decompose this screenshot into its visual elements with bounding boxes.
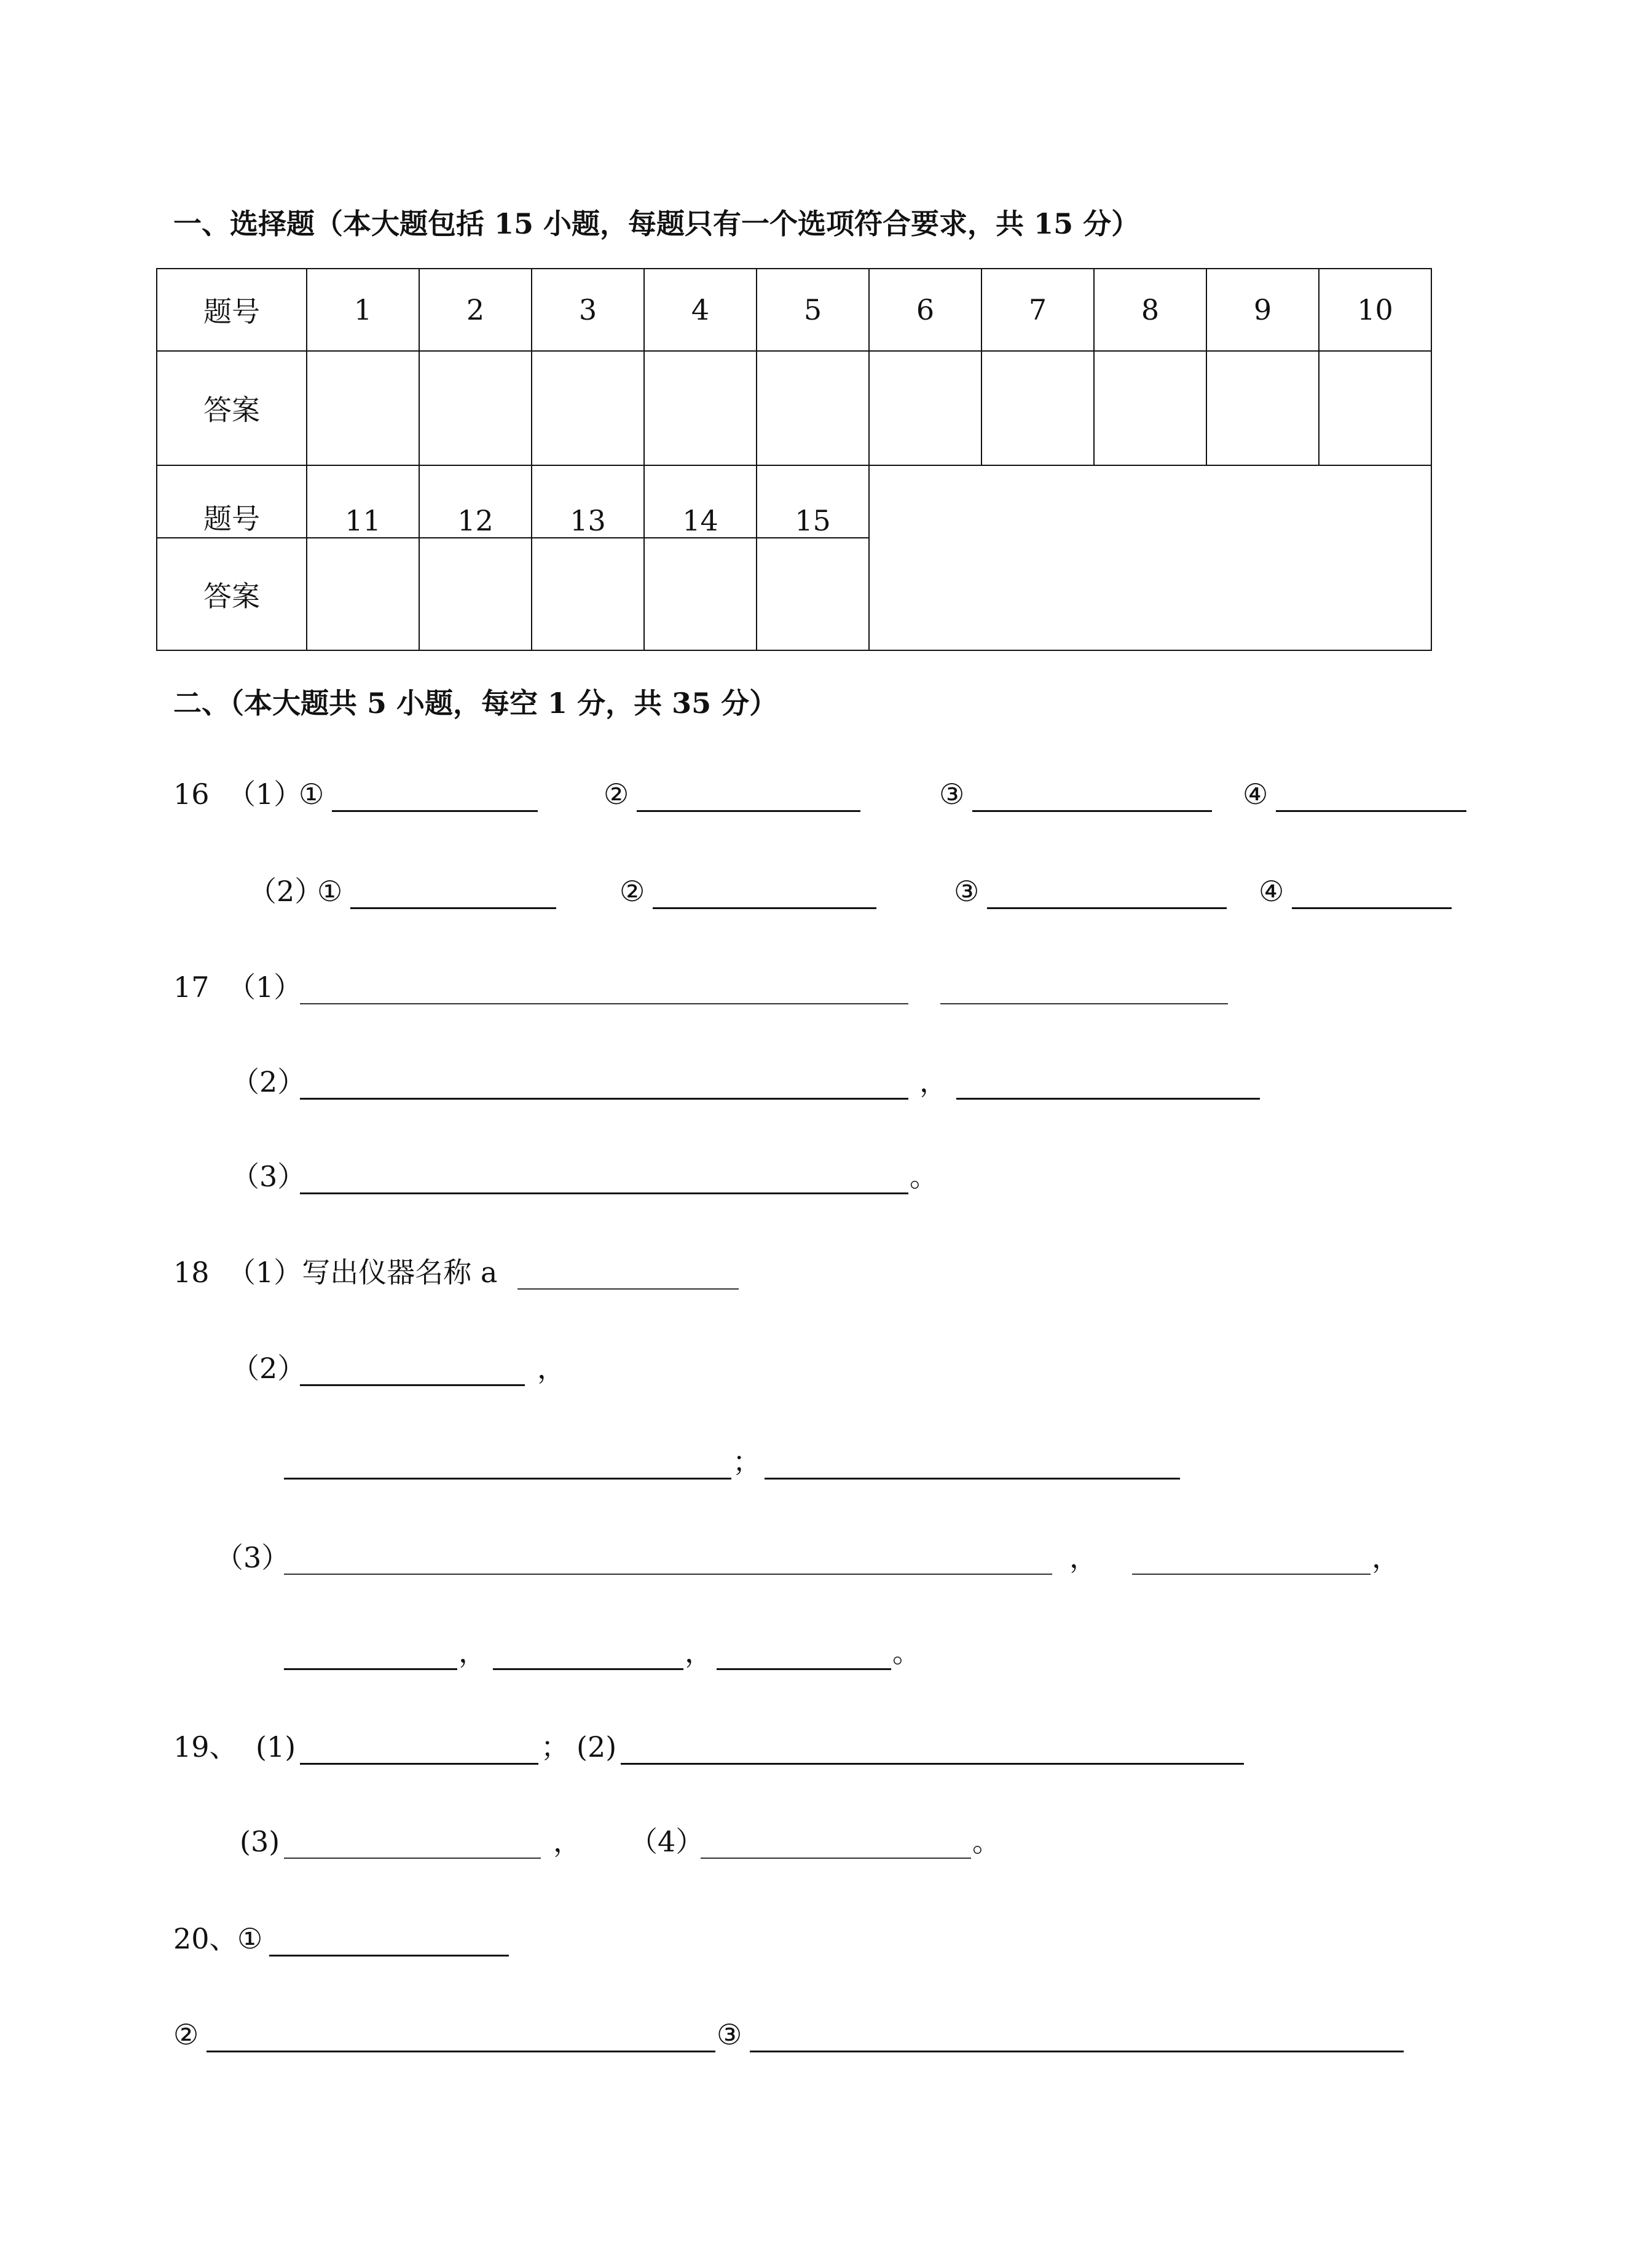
q17-3-blank[interactable] <box>300 1164 908 1194</box>
answer-row-1 <box>157 351 1431 465</box>
answer-cell[interactable] <box>869 351 981 465</box>
q16-2-circle-3: ③ <box>954 875 980 908</box>
q16-2-circle-1: ① <box>317 875 343 908</box>
q19-part4-label: （4） <box>629 1825 704 1858</box>
q16-1-circle-3: ③ <box>939 778 965 811</box>
q18-number: 18 <box>173 1256 210 1289</box>
q16-1-circle-1: ① <box>299 778 324 811</box>
q16-part2-label: （2） <box>248 875 323 908</box>
question-number-cell: 12 <box>419 465 532 538</box>
q19-comma: ， <box>553 1825 581 1858</box>
section-2-title: 二、（本大题共 5 小题，每空 1 分，共 35 分） <box>173 687 778 720</box>
q18-part2-label: （2） <box>231 1352 306 1385</box>
question-number-cell: 4 <box>644 269 757 351</box>
answer-cell[interactable] <box>644 538 757 650</box>
q20-number: 20、 <box>173 1922 238 1955</box>
q16-2-circle-4: ④ <box>1259 875 1284 908</box>
answer-cell[interactable] <box>307 351 419 465</box>
q18-3-comma-2: ， <box>1372 1541 1400 1574</box>
question-number-cell: 11 <box>307 465 419 538</box>
q19-part2-label: (2) <box>576 1730 617 1763</box>
answer-cell[interactable] <box>1206 351 1319 465</box>
question-number-cell: 10 <box>1319 269 1431 351</box>
q20-circle-3: ③ <box>717 2018 742 2051</box>
question-number-cell: 8 <box>1094 269 1206 351</box>
q20-circle-1: ① <box>237 1922 263 1955</box>
q19-part3-label: (3) <box>240 1825 280 1858</box>
q17-1-blank-2[interactable] <box>940 975 1228 1004</box>
q16-1-circle-2: ② <box>604 778 629 811</box>
q18-2-blank-2[interactable] <box>284 1449 731 1480</box>
q18-3-comma-1: ， <box>1069 1541 1098 1574</box>
q18-2-semicolon: ； <box>733 1445 761 1478</box>
q17-2-comma: ， <box>919 1065 948 1098</box>
q16-part1-label: （1） <box>227 778 302 811</box>
answer-cell[interactable] <box>757 351 869 465</box>
q18-1-blank[interactable] <box>517 1260 739 1290</box>
q17-3-period: 。 <box>910 1160 938 1193</box>
q18-3-comma-4: ， <box>685 1636 713 1669</box>
q18-2-blank-1[interactable] <box>300 1356 525 1386</box>
question-number-cell: 2 <box>419 269 532 351</box>
q16-2-circle-2: ② <box>620 875 645 908</box>
q17-2-blank-1[interactable] <box>300 1070 908 1100</box>
q20-blank-3[interactable] <box>750 2022 1404 2052</box>
q16-1-blank-2[interactable] <box>637 782 860 812</box>
question-number-cell: 5 <box>757 269 869 351</box>
q16-2-blank-1[interactable] <box>350 879 556 909</box>
q18-3-period: 。 <box>892 1636 921 1669</box>
q19-4-blank[interactable] <box>701 1829 971 1859</box>
q18-3-blank-1[interactable] <box>284 1545 1052 1575</box>
question-number-label: 题号 <box>157 465 307 538</box>
question-number-row-1 <box>157 269 1431 351</box>
answer-cell[interactable] <box>757 538 869 650</box>
q18-3-comma-3: ， <box>458 1636 487 1669</box>
q18-part3-label: （3） <box>215 1541 290 1574</box>
answer-cell[interactable] <box>1094 351 1206 465</box>
q16-2-blank-3[interactable] <box>987 879 1227 909</box>
q19-period: 。 <box>972 1825 1001 1858</box>
q17-part1-label: （1） <box>227 971 302 1004</box>
answer-cell[interactable] <box>307 538 419 650</box>
question-number-cell: 9 <box>1206 269 1319 351</box>
answer-label: 答案 <box>157 351 307 465</box>
q20-circle-2: ② <box>173 2018 199 2051</box>
q17-1-blank-1[interactable] <box>300 975 908 1004</box>
q19-part1-label: (1) <box>256 1730 296 1763</box>
q16-1-circle-4: ④ <box>1243 778 1268 811</box>
q18-3-blank-2[interactable] <box>1132 1545 1371 1575</box>
question-number-cell: 15 <box>757 465 869 538</box>
q20-blank-1[interactable] <box>269 1926 509 1957</box>
question-number-cell: 1 <box>307 269 419 351</box>
q18-2-blank-3[interactable] <box>765 1449 1180 1480</box>
q16-2-blank-2[interactable] <box>653 879 876 909</box>
answer-cell[interactable] <box>419 351 532 465</box>
q16-2-blank-4[interactable] <box>1292 879 1452 909</box>
q16-1-blank-3[interactable] <box>972 782 1212 812</box>
q18-3-blank-3[interactable] <box>284 1640 457 1670</box>
q19-1-blank[interactable] <box>300 1735 538 1765</box>
answer-cell[interactable] <box>419 538 532 650</box>
question-number-row-2 <box>157 465 1431 538</box>
q19-number: 19、 <box>173 1730 238 1763</box>
answer-cell[interactable] <box>981 351 1094 465</box>
q16-1-blank-1[interactable] <box>332 782 538 812</box>
q20-blank-2[interactable] <box>206 2022 715 2052</box>
question-number-cell: 7 <box>981 269 1094 351</box>
q16-1-blank-4[interactable] <box>1276 782 1466 812</box>
q18-3-blank-4[interactable] <box>493 1640 683 1670</box>
q18-part1-label: （1）写出仪器名称 a <box>227 1256 498 1289</box>
question-number-cell: 14 <box>644 465 757 538</box>
q19-semicolon: ； <box>541 1730 569 1763</box>
answer-cell[interactable] <box>1319 351 1431 465</box>
empty-area <box>869 465 1431 650</box>
q19-3-blank[interactable] <box>284 1829 541 1859</box>
answer-table <box>156 268 1432 651</box>
answer-cell[interactable] <box>644 351 757 465</box>
q17-number: 17 <box>173 971 210 1004</box>
question-number-cell: 3 <box>532 269 644 351</box>
answer-label: 答案 <box>157 538 307 650</box>
q18-3-blank-5[interactable] <box>717 1640 891 1670</box>
question-number-cell: 13 <box>532 465 644 538</box>
answer-cell[interactable] <box>532 538 644 650</box>
question-number-label: 题号 <box>157 269 307 351</box>
q18-2-comma: ， <box>537 1352 565 1385</box>
section-1-title: 一、选择题（本大题包括 15 小题，每题只有一个选项符合要求，共 15 分） <box>173 207 1140 240</box>
q16-number: 16 <box>173 778 210 811</box>
question-number-cell: 6 <box>869 269 981 351</box>
answer-cell[interactable] <box>532 351 644 465</box>
q17-part2-label: （2） <box>231 1065 306 1098</box>
q19-2-blank[interactable] <box>621 1735 1244 1765</box>
q17-part3-label: （3） <box>231 1160 306 1193</box>
q17-2-blank-2[interactable] <box>956 1070 1260 1100</box>
